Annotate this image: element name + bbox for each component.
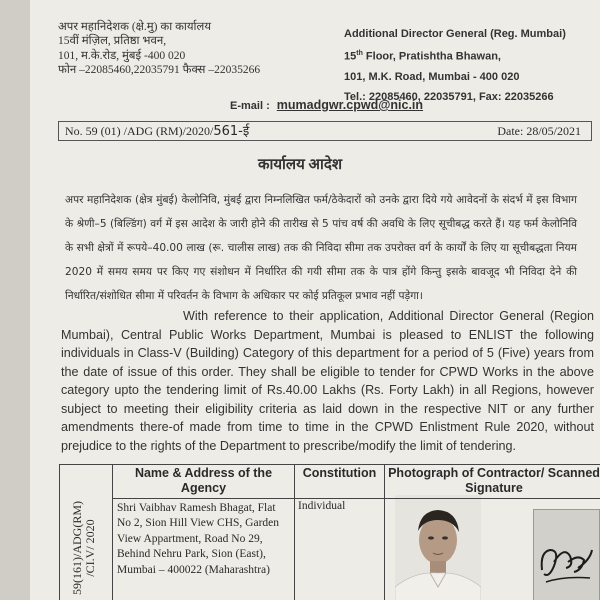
header-left-line: फोन –22085460,22035791 फैक्स –22035266 — [58, 64, 261, 77]
header-divider — [113, 498, 600, 499]
header-right-line: Additional Director General (Reg. Mumbai) — [344, 28, 566, 40]
enlistment-ref: 59(161)/ADG(RM) /CI.V/ 2020 — [70, 501, 97, 595]
english-paragraph: With reference to their application, Additional Director General (Region Mumbai), Central Public Works Department, Mumbai is pleased to ENLIST the following individuals in Class-V (Building) Category of this department for a period of 5 (Five) years from the date of issue of this order. They shall be eligible to tender for CPWD Works in the above category upto the tendering limit of Rs.40.00 Lakhs (Rs. Forty Lakh) in all Regions, however subject to meeting their eligibility criteria as laid down in the respective NIT or any further amendments there-of made from time to time in the CPWD Enlistment Rule 2020, without prejudice to the rights of the Department to prescribe/modify the limit of tendering. — [61, 309, 594, 453]
constitution-column — [295, 465, 385, 600]
header-right-line: Tel.: 22085460, 22035791, Fax: 22035266 — [344, 90, 554, 103]
header-left-hindi — [58, 20, 260, 78]
header-left-line: अपर महानिदेशक (क्षे.मु) का कार्यालय — [58, 21, 211, 33]
header-right-line: 15th Floor, Pratishtha Bhawan, — [344, 50, 501, 63]
reference-date: Date: 28/05/2021 — [497, 124, 581, 138]
header-left-line: 101, म.के.रोड, मुंबई -400 020 — [58, 49, 186, 62]
email-label: E-mail : — [230, 100, 270, 112]
constitution-value: Individual — [298, 500, 346, 512]
handwritten-number: 561-ई — [213, 124, 250, 139]
hindi-paragraph: अपर महानिदेशक (क्षेत्र मुंबई) केलोनिवि, मुंबई द्वारा निम्नलिखित फर्म/ठेकेदारों को उनके द्वारा दिये गये आवेदनों के संदर्भ में इस विभाग के श्रेणी–5 (बिल्डिंग) वर्ग में इस आदेश के जारी होने की तारीख से 5 पांच वर्ष की अवधि के लिए सूचीबद्ध करते हैं। यह फर्म केलोनिवि के सभी क्षेत्रों में रूपये–40.00 लाख (रू. चालीस लाख) तक की निविदा सीमा तक उपरोक्त वर्ग के कार्यों के लिए या सूचीबद्धता नियम 2020 में समय समय पर किए गए संशोधन में निर्धारित की गयी सीमा तक के पात्र होंगे किन्तु इसके बावजूद भी निविदा देने की निर्धारित/संशोधित सीमा में परिवर्तन के विभाग के अधिकार पर कोई प्रतिकूल प्रभाव नहीं पड़ेगा। — [65, 194, 577, 302]
photo-header: Photograph of Contractor/ Scanned Signature — [388, 466, 600, 495]
email-address-link[interactable]: mumadgwr.cpwd@nic.in — [276, 98, 424, 112]
agency-column — [113, 465, 295, 600]
ref-column — [60, 465, 113, 600]
photo-column — [385, 465, 600, 600]
document-page — [30, 0, 600, 600]
office-order-title: कार्यालय आदेश — [257, 157, 343, 173]
header-right-line: 101, M.K. Road, Mumbai - 400 020 — [344, 70, 520, 83]
reference-box — [58, 121, 592, 141]
enlistment-table — [59, 464, 600, 600]
header-left-line: 15वीं मंज़िल, प्रतिष्ठा भवन, — [58, 35, 167, 48]
scanned-signature — [533, 509, 600, 600]
constitution-header: Constitution — [302, 466, 377, 480]
header-right-english — [344, 24, 566, 107]
agency-address: Shri Vaibhav Ramesh Bhagat, Flat No 2, Sion Hill View CHS, Garden View Appartment, Road No 29, Behind Nehru Park, Sion (East), Mumbai – 400022 (Maharashtra) — [117, 502, 280, 576]
agency-header: Name & Address of the Agency — [134, 466, 273, 495]
email-line — [230, 98, 423, 112]
contractor-photo — [395, 495, 481, 600]
reference-number: No. 59 (01) /ADG (RM)/2020/561-ई — [65, 124, 250, 139]
